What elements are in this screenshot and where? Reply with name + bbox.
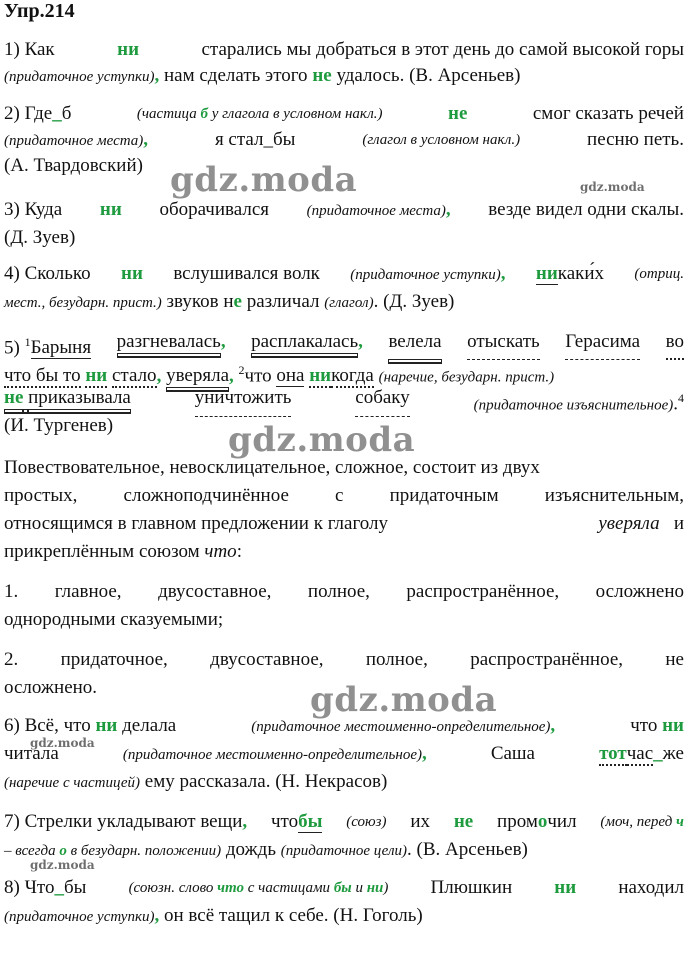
- sentence-3-line-1: 3) Куда ни оборачивался (придаточное места), везде видел одни скалы.: [4, 199, 684, 220]
- sentence-4-line-2: мест., безударн. прист.) звуков не различал (глагол). (Д. Зуев): [4, 291, 455, 312]
- exercise-title: Упр.214: [4, 0, 75, 22]
- sentence-1-line-1: 1) Как ни старались мы добраться в этот день до самой высокой горы: [4, 39, 684, 60]
- watermark-3: gdz.moda: [310, 680, 498, 720]
- analysis-line-3: относящимся в главном предложении к глаголу уверяла и: [4, 513, 684, 534]
- sentence-6-line-2: читала (придаточное местоименно-определительное), Саша тотчас_же: [4, 743, 684, 764]
- sentence-7-line-1: 7) Стрелки укладывают вещи, чтобы (союз) их не промочил (моч, перед ч: [4, 811, 684, 832]
- watermark-2: gdz.moda: [228, 420, 416, 460]
- sentence-2-line-2: (придаточное места), я стал_бы (глагол в условном накл.) песню петь.: [4, 129, 684, 150]
- analysis-line-1: Повествовательное, невосклицательное, сложное, состоит из двух: [4, 457, 540, 478]
- analysis-item-1a: 1. главное, двусоставное, полное, распространённое, осложнено: [4, 581, 684, 602]
- sentence-6-line-1: 6) Всё, что ни делала (придаточное местоименно-определительное), что ни: [4, 715, 684, 736]
- sentence-5-line-3: не приказывала уничтожить собаку (придаточное изъяснительное).$^4$: [4, 386, 684, 417]
- sentence-4-line-1: 4) Сколько ни вслушивался волк (придаточное уступки), никаки́х (отриц.: [4, 263, 684, 284]
- sentence-5-line-2: что бы то ни стало, уверяла, $^2$что она никогда (наречие, безударн. прист.): [4, 363, 555, 387]
- sentence-7-line-2: – всегда о в безударн. положении) дождь (придаточное цели). (В. Арсеньев): [4, 839, 528, 860]
- sentence-6-line-3: (наречие с частицей) ему рассказала. (Н. Некрасов): [4, 771, 388, 792]
- analysis-item-2a: 2. придаточное, двусоставное, полное, распространённое, не: [4, 649, 684, 670]
- watermark-1: gdz.moda: [170, 160, 358, 200]
- sentence-3-line-2: (Д. Зуев): [4, 227, 76, 248]
- analysis-item-1b: однородными сказуемыми;: [4, 609, 224, 630]
- watermark-small-2: gdz.moda: [30, 736, 95, 750]
- analysis-line-2: простых, сложноподчинённое с придаточным изъяснительным,: [4, 485, 684, 506]
- sentence-8-line-1: 8) Что_бы (союзн. слово что с частицами бы и ни) Плюшкин ни находил: [4, 877, 684, 898]
- sentence-5-line-1: 5) $^1$Барыня разгневалась, расплакалась, велела отыскать Герасима во: [4, 331, 684, 359]
- sentence-5-author: (И. Тургенев): [4, 415, 114, 436]
- watermark-small-3: gdz.moda: [30, 858, 95, 872]
- sentence-8-line-2: (придаточное уступки), он всё тащил к себе. (Н. Гоголь): [4, 905, 423, 926]
- sentence-2-line-1: 2) Где_б (частица б у глагола в условном накл.) не смог сказать речей: [4, 103, 684, 124]
- sentence-1-line-2: (придаточное уступки), нам сделать этого не удалось. (В. Арсеньев): [4, 65, 521, 86]
- analysis-item-2b: осложнено.: [4, 677, 98, 698]
- sentence-2-line-3: (А. Твардовский): [4, 155, 143, 176]
- analysis-line-4: прикреплённым союзом что:: [4, 541, 242, 562]
- watermark-small-1: gdz.moda: [580, 180, 645, 194]
